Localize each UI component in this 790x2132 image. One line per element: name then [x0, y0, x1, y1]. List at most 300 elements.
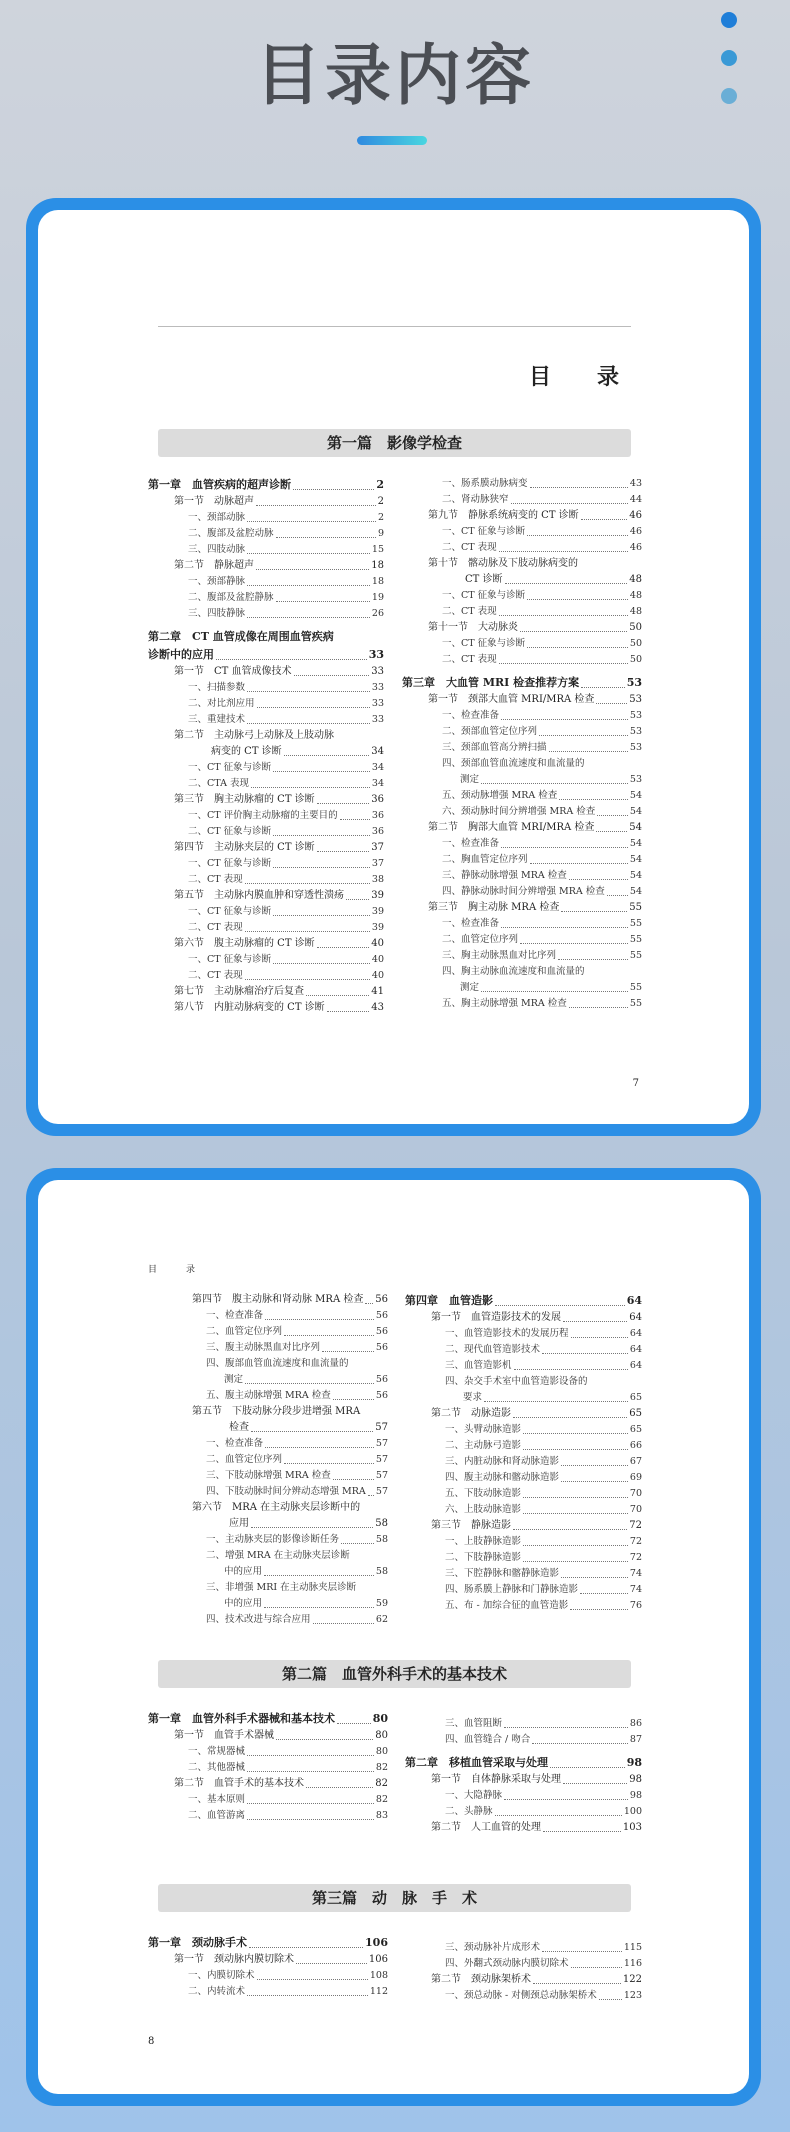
toc-entry-page: 36: [371, 826, 384, 837]
toc-entry: [405, 1716, 642, 1732]
toc-entry: [402, 980, 642, 996]
toc-entry-page: 53: [629, 774, 642, 785]
toc-entry-title: 第一章 血管外科手术器械和基本技术: [148, 1712, 335, 1725]
toc-entry-page: 41: [371, 986, 384, 997]
toc-entry-title: 第二节 静脉超声: [174, 560, 254, 571]
toc-entry-title: 一、检查准备: [442, 838, 500, 849]
toc-entry-title: 五、腹主动脉增强 MRA 检查: [206, 1390, 331, 1401]
toc-entry-page: 50: [629, 638, 642, 649]
toc-entry: [405, 1788, 642, 1804]
toc-entry-page: 64: [629, 1328, 642, 1339]
toc-entry-page: 55: [629, 902, 642, 913]
toc-entry-page: 56: [375, 1342, 388, 1353]
dot-leader: [561, 1465, 628, 1466]
dot-leader: [520, 631, 627, 632]
toc-entry: [148, 792, 384, 808]
toc-entry: [402, 836, 642, 852]
dot-leader: [257, 707, 370, 708]
toc-entry-title: 第十一节 大动脉炎: [428, 622, 518, 633]
toc-column-mid-left: [148, 1704, 388, 1824]
toc-entry: [148, 574, 384, 590]
toc-entry-title: 五、胸主动脉增强 MRA 检查: [442, 998, 567, 1009]
toc-entry: [402, 932, 642, 948]
toc-entry-page: 39: [371, 906, 384, 917]
toc-entry-page: 57: [375, 1486, 388, 1497]
dot-leader: [306, 1787, 373, 1788]
toc-entry: [166, 1612, 388, 1628]
toc-entry: [402, 948, 642, 964]
toc-entry: [148, 776, 384, 792]
toc-entry: [402, 620, 642, 636]
toc-entry-page: 53: [629, 694, 642, 705]
toc-entry: [148, 476, 384, 494]
heading-underline: [357, 136, 427, 145]
toc-entry-page: 55: [629, 998, 642, 1009]
toc-entry: [405, 1582, 642, 1598]
toc-entry-title: 第一节 颈部大血管 MRI/MRA 检查: [428, 694, 595, 705]
dot-leader: [597, 815, 628, 816]
toc-entry: [402, 852, 642, 868]
toc-entry-page: 74: [629, 1568, 642, 1579]
toc-entry-page: 36: [371, 810, 384, 821]
part-title-band: 第一篇 影像学检查: [158, 429, 631, 457]
toc-entry-page: 55: [629, 982, 642, 993]
dot-leader: [333, 1399, 374, 1400]
toc-entry: [166, 1372, 388, 1388]
toc-entry: [166, 1580, 388, 1596]
dot-leader: [542, 1353, 628, 1354]
toc-entry-title: 一、肠系膜动脉病变: [442, 478, 528, 489]
toc-entry-page: 103: [622, 1822, 642, 1833]
toc-entry-page: 44: [629, 494, 642, 505]
toc-entry-title: 第一节 颈动脉内膜切除术: [174, 1954, 294, 1965]
toc-entry-title: 二、CT 表现: [442, 654, 497, 665]
toc-entry: [405, 1550, 642, 1566]
toc-entry-page: 64: [629, 1360, 642, 1371]
dot-leader: [596, 703, 627, 704]
toc-entry-page: 56: [375, 1326, 388, 1337]
toc-entry-title: 一、CT 征象与诊断: [442, 526, 526, 537]
dot-leader: [550, 1767, 625, 1768]
toc-entry-page: 65: [629, 1392, 642, 1403]
dot-leader: [527, 647, 628, 648]
toc-entry-page: 53: [626, 676, 642, 689]
toc-entry: [166, 1420, 388, 1436]
toc-entry: [148, 680, 384, 696]
toc-entry: [166, 1484, 388, 1500]
toc-entry-page: 58: [375, 1566, 388, 1577]
toc-entry-page: 80: [375, 1730, 388, 1741]
toc-entry-page: 48: [629, 606, 642, 617]
dot-leader: [571, 1967, 622, 1968]
dot-leader: [341, 1543, 374, 1544]
toc-entry-page: 98: [629, 1790, 642, 1801]
dot-leader: [317, 851, 370, 852]
page-frame-1: [26, 198, 761, 1136]
toc-entry-title: 第五节 下肢动脉分段步进增强 MRA: [192, 1406, 361, 1417]
toc-entry-title: 二、血管定位序列: [206, 1326, 283, 1337]
toc-entry-title: 一、检查准备: [442, 918, 500, 929]
toc-entry-title: 六、颈动脉时间分辨增强 MRA 检查: [442, 806, 596, 817]
dot-leader: [481, 783, 628, 784]
dot-leader: [520, 943, 628, 944]
toc-entry-page: 56: [375, 1374, 388, 1385]
toc-entry: [148, 712, 384, 728]
toc-entry-page: 33: [371, 698, 384, 709]
dot-leader: [273, 963, 370, 964]
toc-entry-title: 三、下肢动脉增强 MRA 检查: [206, 1470, 331, 1481]
book-page-1: [38, 210, 749, 1124]
toc-entry-title: 三、四肢静脉: [188, 608, 246, 619]
toc-entry-title: 二、现代血管造影技术: [445, 1344, 541, 1355]
toc-entry-title: 第二节 主动脉弓上动脉及上肢动脉: [174, 730, 334, 741]
toc-entry: [405, 1534, 642, 1550]
toc-entry-page: 33: [371, 666, 384, 677]
toc-entry: [402, 636, 642, 652]
toc-entry-page: 58: [375, 1518, 388, 1529]
dot-leader: [327, 1011, 370, 1012]
toc-entry-title: 五、下肢动脉造影: [445, 1488, 522, 1499]
toc-entry: [148, 646, 384, 664]
toc-entry-title: 一、头臂动脉造影: [445, 1424, 522, 1435]
toc-entry-title: 二、增强 MRA 在主动脉夹层诊断: [206, 1550, 350, 1561]
toc-entry-page: 46: [629, 526, 642, 537]
toc-entry-title: 第三章 大血管 MRI 检查推荐方案: [402, 676, 580, 689]
toc-entry-title: 第一章 颈动脉手术: [148, 1936, 247, 1949]
toc-entry-page: 80: [375, 1746, 388, 1757]
dot-leader: [523, 1561, 628, 1562]
toc-entry: [405, 1486, 642, 1502]
dot-leader: [340, 819, 370, 820]
toc-entry: [166, 1292, 388, 1308]
toc-entry-title: 四、胸主动脉血流速度和血流量的: [442, 966, 585, 977]
toc-entry-page: 56: [375, 1294, 388, 1305]
toc-entry-page: 54: [629, 886, 642, 897]
toc-entry-title: 第二节 人工血管的处理: [431, 1822, 541, 1833]
toc-entry-title: 一、CT 征象与诊断: [188, 762, 272, 773]
toc-entry-page: 58: [375, 1534, 388, 1545]
toc-entry-title: 第八节 内脏动脉病变的 CT 诊断: [174, 1002, 325, 1013]
dot-leader: [504, 1799, 628, 1800]
dot-leader: [596, 831, 627, 832]
dot-leader: [495, 1305, 625, 1306]
toc-entry-page: 80: [372, 1712, 388, 1725]
toc-entry: [148, 904, 384, 920]
toc-entry-title: 一、检查准备: [206, 1310, 264, 1321]
toc-entry-page: 48: [629, 590, 642, 601]
toc-entry-title: 三、胸主动脉黑血对比序列: [442, 950, 557, 961]
toc-entry: [148, 920, 384, 936]
toc-entry: [405, 1820, 642, 1836]
dot-leader: [527, 599, 628, 600]
toc-entry-title: 二、内转流术: [188, 1986, 246, 1997]
toc-entry: [405, 1292, 642, 1310]
dot-leader: [495, 1815, 622, 1816]
toc-column-left: [148, 470, 384, 1016]
toc-entry-title: 二、血管定位序列: [442, 934, 519, 945]
dot-leader: [549, 751, 628, 752]
toc-entry: [148, 1776, 388, 1792]
toc-entry: [405, 1754, 642, 1772]
toc-entry-page: 115: [623, 1942, 642, 1953]
toc-entry: [402, 524, 642, 540]
toc-entry: [405, 1438, 642, 1454]
toc-entry-title: 诊断中的应用: [148, 648, 214, 661]
toc-entry: [402, 868, 642, 884]
dot-leader: [294, 675, 370, 676]
toc-entry: [402, 708, 642, 724]
toc-entry-title: 二、CT 表现: [188, 922, 243, 933]
toc-entry-page: 122: [622, 1974, 642, 1985]
toc-entry: [148, 558, 384, 574]
toc-entry-title: 第二节 胸部大血管 MRI/MRA 检查: [428, 822, 595, 833]
toc-entry: [148, 1792, 388, 1808]
dot-leader: [571, 1337, 628, 1338]
dot-leader: [530, 487, 628, 488]
toc-entry: [402, 964, 642, 980]
toc-column-top-right: [405, 1286, 642, 1614]
toc-entry-page: 82: [375, 1794, 388, 1805]
toc-entry-title: 第四节 腹主动脉和肾动脉 MRA 检查: [192, 1294, 364, 1305]
toc-entry: [148, 936, 384, 952]
dot-leader: [247, 691, 370, 692]
toc-entry: [148, 968, 384, 984]
dot-leader: [523, 1449, 628, 1450]
toc-entry: [148, 1934, 388, 1952]
toc-entry: [148, 1984, 388, 2000]
toc-entry-title: 病变的 CT 诊断: [211, 746, 282, 757]
toc-column-mid-right: [405, 1716, 642, 1836]
toc-label: 目 录: [528, 364, 631, 390]
toc-entry-page: 57: [375, 1422, 388, 1433]
toc-entry-title: 一、大隐静脉: [445, 1790, 503, 1801]
dot-leader: [530, 863, 628, 864]
toc-entry: [405, 1732, 642, 1748]
toc-entry-title: 三、腹主动脉黑血对比序列: [206, 1342, 321, 1353]
dot-leader: [265, 1319, 374, 1320]
dot-leader: [333, 1479, 374, 1480]
toc-entry-title: 一、扫描参数: [188, 682, 246, 693]
toc-entry-page: 112: [369, 1986, 388, 1997]
dot-leader: [501, 719, 628, 720]
toc-entry: [402, 916, 642, 932]
toc-entry-title: 二、腹部及盆腔动脉: [188, 528, 274, 539]
toc-entry-title: 六、上肢动脉造影: [445, 1504, 522, 1515]
toc-entry-title: 二、血管游离: [188, 1810, 246, 1821]
dot-leader: [513, 1529, 627, 1530]
toc-entry: [166, 1596, 388, 1612]
toc-entry-page: 55: [629, 950, 642, 961]
toc-entry-title: 四、腹部血管血流速度和血流量的: [206, 1358, 349, 1369]
toc-entry: [405, 1956, 642, 1972]
toc-entry: [148, 1952, 388, 1968]
toc-entry-title: 一、CT 征象与诊断: [188, 858, 272, 869]
toc-entry-title: 一、内膜切除术: [188, 1970, 255, 1981]
toc-entry-page: 54: [629, 870, 642, 881]
toc-entry-page: 43: [629, 478, 642, 489]
toc-entry-page: 43: [371, 1002, 384, 1013]
toc-entry-page: 50: [629, 654, 642, 665]
toc-entry-page: 37: [371, 858, 384, 869]
toc-entry: [405, 1358, 642, 1374]
toc-entry-page: 53: [629, 742, 642, 753]
toc-entry-page: 54: [629, 790, 642, 801]
toc-entry: [402, 740, 642, 756]
dot-leader: [265, 1447, 374, 1448]
dot-leader: [247, 617, 370, 618]
toc-entry: [405, 1940, 642, 1956]
dot-leader: [523, 1497, 628, 1498]
dot-leader: [322, 1351, 374, 1352]
toc-entry: [402, 674, 642, 692]
dot-leader: [533, 1983, 621, 1984]
toc-entry-title: 一、检查准备: [206, 1438, 264, 1449]
toc-entry: [402, 508, 642, 524]
dot-leader: [501, 847, 628, 848]
toc-entry: [402, 772, 642, 788]
toc-entry: [402, 756, 642, 772]
toc-entry-page: 53: [629, 710, 642, 721]
dot-leader: [542, 1951, 622, 1952]
toc-entry: [148, 606, 384, 622]
toc-entry-page: 98: [626, 1756, 642, 1769]
toc-entry-page: 2: [377, 512, 384, 523]
dot-leader: [523, 1545, 628, 1546]
dot-leader: [245, 883, 370, 884]
dot-leader: [264, 1607, 374, 1608]
toc-entry: [402, 572, 642, 588]
toc-entry: [405, 1470, 642, 1486]
dot-leader: [257, 1979, 368, 1980]
dot-leader: [581, 519, 628, 520]
toc-entry-title: 二、肾动脉狭窄: [442, 494, 509, 505]
toc-entry-title: 一、CT 征象与诊断: [442, 590, 526, 601]
dot-leader: [293, 489, 374, 490]
dot-leader: [499, 663, 628, 664]
toc-entry: [402, 476, 642, 492]
toc-entry: [405, 1804, 642, 1820]
dot-leader: [346, 899, 369, 900]
toc-entry-page: 82: [375, 1778, 388, 1789]
toc-entry: [402, 996, 642, 1012]
toc-entry-title: 二、胸血管定位序列: [442, 854, 528, 865]
dot-leader: [561, 1577, 628, 1578]
toc-entry-page: 18: [371, 576, 384, 587]
toc-entry-page: 2: [377, 496, 384, 507]
header-rule: [158, 326, 631, 327]
dot-leader: [561, 1481, 628, 1482]
toc-entry-page: 53: [629, 726, 642, 737]
dot-leader: [337, 1723, 371, 1724]
toc-entry-title: 四、血管缝合 / 吻合: [445, 1734, 531, 1745]
toc-entry: [166, 1308, 388, 1324]
toc-entry-page: 123: [623, 1990, 642, 2001]
toc-entry-title: 第二节 颈动脉架桥术: [431, 1974, 531, 1985]
dot-leader: [284, 1463, 374, 1464]
toc-entry-title: 三、四肢动脉: [188, 544, 246, 555]
toc-entry-title: 一、颈总动脉 - 对侧颈总动脉架桥术: [445, 1990, 597, 2001]
toc-entry-title: 二、颈部血管定位序列: [442, 726, 538, 737]
dot-leader: [559, 799, 628, 800]
dot-leader: [569, 879, 628, 880]
dot-leader: [511, 503, 628, 504]
toc-entry: [148, 628, 384, 646]
toc-entry-title: 第一节 血管手术器械: [174, 1730, 274, 1741]
dot-leader: [581, 687, 625, 688]
decor-dot-2: [721, 50, 737, 66]
toc-entry-title: 二、CT 表现: [188, 970, 243, 981]
toc-entry-title: 一、CT 征象与诊断: [442, 638, 526, 649]
toc-entry-page: 57: [375, 1470, 388, 1481]
toc-entry-page: 69: [629, 1472, 642, 1483]
toc-entry-title: 四、腹主动脉和髂动脉造影: [445, 1472, 560, 1483]
toc-entry-page: 70: [629, 1488, 642, 1499]
dot-leader: [365, 1303, 373, 1304]
decor-dot-1: [721, 12, 737, 28]
toc-entry-title: 四、肠系膜上静脉和门静脉造影: [445, 1584, 579, 1595]
toc-entry-title: 二、CT 表现: [442, 606, 497, 617]
toc-entry: [166, 1340, 388, 1356]
toc-entry-page: 40: [371, 938, 384, 949]
dot-leader: [481, 991, 628, 992]
toc-entry-title: 五、布 - 加综合征的血管造影: [445, 1600, 569, 1611]
page-heading: 目录内容: [255, 37, 535, 114]
toc-entry-page: 2: [376, 478, 384, 491]
toc-entry: [148, 510, 384, 526]
toc-entry-title: 测定: [224, 1374, 244, 1385]
page-number: 7: [632, 1078, 639, 1089]
toc-entry: [405, 1326, 642, 1342]
dot-leader: [514, 1369, 628, 1370]
toc-entry-title: 第九节 静脉系统病变的 CT 诊断: [428, 510, 579, 521]
toc-entry-page: 64: [629, 1344, 642, 1355]
toc-entry-title: 第六节 腹主动脉瘤的 CT 诊断: [174, 938, 315, 949]
toc-entry-page: 54: [629, 822, 642, 833]
toc-entry-page: 106: [365, 1936, 388, 1949]
dot-leader: [247, 1995, 368, 1996]
toc-entry: [166, 1564, 388, 1580]
toc-entry-page: 83: [375, 1810, 388, 1821]
dot-leader: [607, 895, 628, 896]
toc-entry-title: 一、颈部静脉: [188, 576, 246, 587]
dot-leader: [264, 1575, 374, 1576]
part2-title-band: 第二篇 血管外科手术的基本技术: [158, 1660, 631, 1688]
dot-leader: [245, 1383, 374, 1384]
toc-entry: [402, 804, 642, 820]
dot-leader: [245, 931, 370, 932]
toc-entry-title: 四、技术改进与综合应用: [206, 1614, 311, 1625]
dot-leader: [273, 867, 370, 868]
toc-entry-title: 二、主动脉弓造影: [445, 1440, 522, 1451]
toc-entry: [402, 820, 642, 836]
toc-entry-page: 46: [629, 542, 642, 553]
toc-entry-title: 四、静脉动脉时间分辨增强 MRA 检查: [442, 886, 605, 897]
toc-entry: [148, 760, 384, 776]
toc-entry: [148, 590, 384, 606]
toc-entry-page: 66: [629, 1440, 642, 1451]
dot-leader: [245, 979, 370, 980]
toc-entry-title: 一、上肢静脉造影: [445, 1536, 522, 1547]
dot-leader: [247, 585, 370, 586]
toc-entry: [402, 652, 642, 668]
toc-entry: [405, 1374, 642, 1390]
toc-entry-page: 33: [371, 714, 384, 725]
dot-leader: [504, 1727, 628, 1728]
dot-leader: [313, 1623, 374, 1624]
dot-leader: [273, 915, 370, 916]
toc-entry-page: 98: [629, 1774, 642, 1785]
dot-leader: [499, 615, 628, 616]
